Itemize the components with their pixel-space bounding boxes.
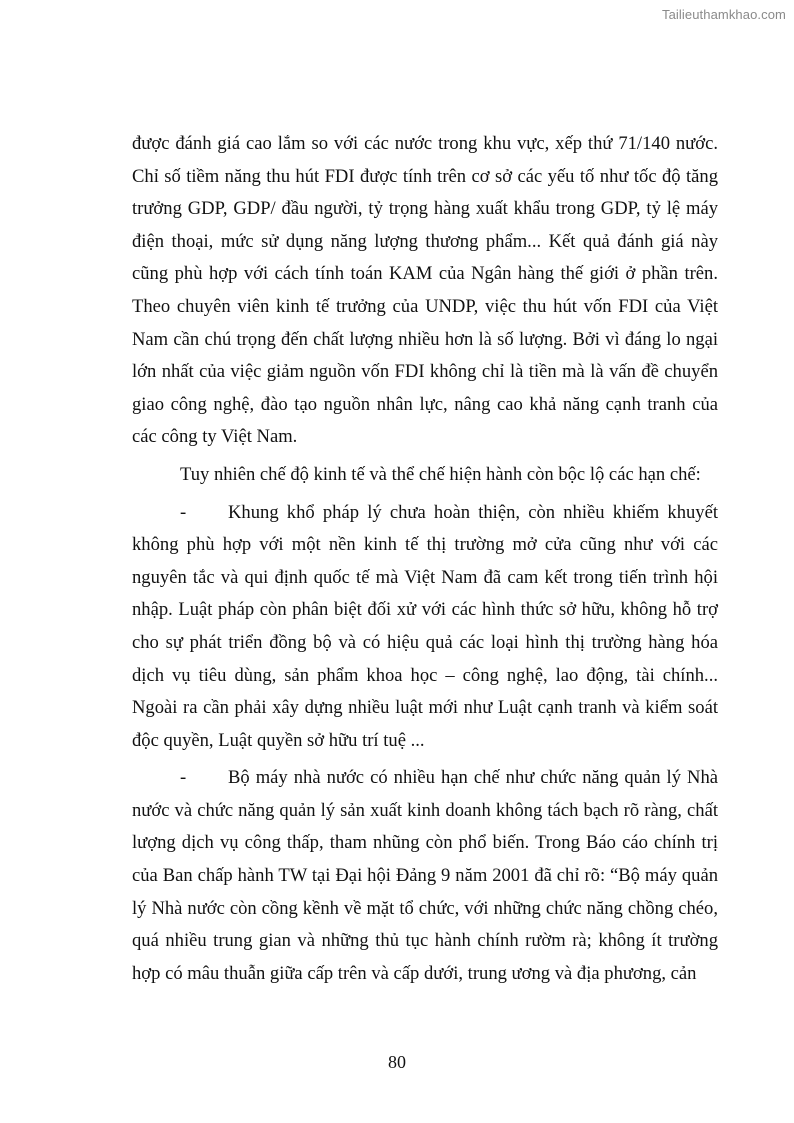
page-body xyxy=(132,128,718,995)
paragraph-fdi-assessment: được đánh giá cao lắm so với các nước trong khu vực, xếp thứ 71/140 nước. Chỉ số tiềm năng thu hút FDI được tính trên cơ sở các yếu tố như tốc độ tăng trưởng GDP, GDP/ đầu người, tỷ trọng hàng xuất khẩu trong GDP, tỷ lệ máy điện thoại, mức sử dụng năng lượng thương phẩm... Kết quả đánh giá này cũng phù hợp với cách tính toán KAM của Ngân hàng thế giới ở phần trên. Theo chuyên viên kinh tế trưởng của UNDP, việc thu hút vốn FDI của Việt Nam cần chú trọng đến chất lượng nhiều hơn là số lượng. Bởi vì đáng lo ngại lớn nhất của việc giảm nguồn vốn FDI không chỉ là tiền mà là vấn đề chuyển giao công nghệ, đào tạo nguồn nhân lực, nâng cao khả năng cạnh tranh của các công ty Việt Nam. xyxy=(132,133,718,448)
watermark-text: Tailieuthamkhao.com xyxy=(661,7,786,22)
page-number: 80 xyxy=(388,1052,406,1072)
bullet-text: Bộ máy nhà nước có nhiều hạn chế như chức năng quản lý Nhà nước và chức năng quản lý sản xuất kinh doanh không tách bạch rõ ràng, chất lượng dịch vụ công thấp, tham nhũng còn phổ biến. Trong Báo cáo chính trị của Ban chấp hành TW tại Đại hội Đảng 9 năm 2001 đã chỉ rõ: “Bộ máy quản lý Nhà nước còn cồng kềnh về mặt tổ chức, với những chức năng chồng chéo, quá nhiều trung gian và những thủ tục hành chính rườm rà; không ít trường hợp có mâu thuẫn giữa cấp trên và cấp dưới, trung ương và địa phương, cản xyxy=(132,767,718,984)
bullet-dash: - xyxy=(180,767,187,789)
bullet-legal-framework xyxy=(132,497,718,758)
bullet-dash: - xyxy=(180,501,187,523)
bullet-text: Khung khổ pháp lý chưa hoàn thiện, còn nhiều khiếm khuyết không phù hợp với một nền kinh tế thị trường mở cửa cũng như với các nguyên tắc và qui định quốc tế mà Việt Nam đã cam kết trong tiến trình hội nhập. Luật pháp còn phân biệt đối xử với các hình thức sở hữu, không hỗ trợ cho sự phát triển đồng bộ và có hiệu quả các loại hình thị trường hàng hóa dịch vụ tiêu dùng, sản phẩm khoa học – công nghệ, lao động, tài chính... Ngoài ra cần phải xây dựng nhiều luật mới như Luật cạnh tranh và kiểm soát độc quyền, Luật quyền sở hữu trí tuệ ... xyxy=(132,501,718,751)
bullet-state-apparatus xyxy=(132,762,718,990)
paragraph-limitations-intro: Tuy nhiên chế độ kinh tế và thể chế hiện hành còn bộc lộ các hạn chế: xyxy=(180,463,701,485)
